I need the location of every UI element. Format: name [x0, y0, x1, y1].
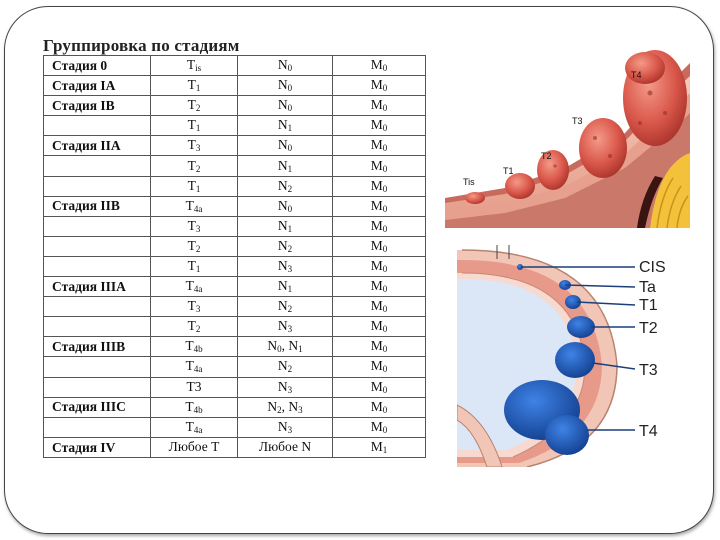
m-cell: $M_0$: [333, 417, 426, 437]
t-cell: $T_{4a}$: [151, 277, 238, 297]
n-cell: $N_1$: [238, 277, 333, 297]
t-cell: $T_2$: [151, 317, 238, 337]
t-cell: $T_3$: [151, 136, 238, 156]
table-row: [44, 176, 426, 196]
page-title: Группировка по стадиям: [43, 36, 240, 55]
m-cell: $M_0$: [333, 176, 426, 196]
table-row: [44, 437, 426, 457]
n-cell: $N_0$, $N_1$: [238, 337, 333, 357]
stage-cell: Стадия IIA: [44, 136, 151, 156]
m-cell: $M_0$: [333, 216, 426, 236]
stage-cell: [44, 377, 151, 397]
m-cell: $M_0$: [333, 136, 426, 156]
bladder-stage-illustration: [457, 245, 692, 467]
stage-cell: [44, 317, 151, 337]
table-row: [44, 337, 426, 357]
t-cell: $T_2$: [151, 156, 238, 176]
stage-cell: Стадия IIIC: [44, 397, 151, 417]
table-row: [44, 56, 426, 76]
m-cell: $M_0$: [333, 156, 426, 176]
m-cell: $M_0$: [333, 297, 426, 317]
m-cell: $M_0$: [333, 256, 426, 276]
t-cell: $T_{4a}$: [151, 417, 238, 437]
m-cell: $M_0$: [333, 377, 426, 397]
t-cell: $T_2$: [151, 96, 238, 116]
stage-cell: [44, 256, 151, 276]
m-cell: $M_0$: [333, 236, 426, 256]
m-cell: $M_0$: [333, 337, 426, 357]
label-t2b: T2: [639, 320, 658, 337]
n-cell: $N_3$: [238, 317, 333, 337]
t-cell: $T_1$: [151, 76, 238, 96]
stage-cell: [44, 297, 151, 317]
table-row: [44, 277, 426, 297]
stage-cell: Стадия 0: [44, 56, 151, 76]
stage-cell: Стадия IIIA: [44, 277, 151, 297]
label-tis: Tis: [463, 177, 475, 187]
table-row: [44, 236, 426, 256]
n-cell: $N_0$: [238, 76, 333, 96]
stage-cell: Стадия IV: [44, 437, 151, 457]
staging-table: [43, 55, 426, 458]
n-cell: $N_2$: [238, 236, 333, 256]
label-ta: Ta: [639, 279, 656, 296]
stage-cell: Стадия IA: [44, 76, 151, 96]
m-cell: $M_0$: [333, 196, 426, 216]
n-cell: $N_0$: [238, 96, 333, 116]
t-cell: $T_1$: [151, 256, 238, 276]
stage-cell: [44, 216, 151, 236]
tumor-t2b: [567, 316, 595, 338]
stage-cell: [44, 417, 151, 437]
stage-cell: [44, 156, 151, 176]
n-cell: $N_0$: [238, 196, 333, 216]
m-cell: $M_1$: [333, 437, 426, 457]
label-cis: CIS: [639, 259, 666, 276]
n-cell: $N_1$: [238, 116, 333, 136]
t-cell: T3: [151, 377, 238, 397]
tumor-t3: [579, 118, 627, 178]
m-cell: $M_0$: [333, 277, 426, 297]
stage-cell: [44, 176, 151, 196]
table-row: [44, 136, 426, 156]
t-cell: $T_{4b}$: [151, 397, 238, 417]
n-cell: $N_1$: [238, 156, 333, 176]
m-cell: $M_0$: [333, 76, 426, 96]
m-cell: $M_0$: [333, 96, 426, 116]
t-cell: $T_2$: [151, 236, 238, 256]
t-cell: $T_3$: [151, 216, 238, 236]
label-t3: T3: [572, 116, 583, 126]
n-cell: $N_2$: [238, 357, 333, 377]
table-row: [44, 156, 426, 176]
n-cell: $N_3$: [238, 256, 333, 276]
stage-cell: [44, 236, 151, 256]
table-row: [44, 417, 426, 437]
table-row: [44, 357, 426, 377]
m-cell: $M_0$: [333, 317, 426, 337]
stage-cell: Стадия IB: [44, 96, 151, 116]
n-cell: $N_0$: [238, 136, 333, 156]
table-row: [44, 297, 426, 317]
stage-cell: Стадия IIB: [44, 196, 151, 216]
stage-cell: Стадия IIIB: [44, 337, 151, 357]
table-row: [44, 96, 426, 116]
table-row: [44, 397, 426, 417]
table-row: [44, 256, 426, 276]
label-t1: T1: [503, 166, 514, 176]
tumor-depth-illustration: [445, 38, 690, 228]
n-cell: $N_3$: [238, 377, 333, 397]
t-cell: $T_3$: [151, 297, 238, 317]
t-cell: $T_1$: [151, 176, 238, 196]
t-cell: Любое T: [151, 437, 238, 457]
label-t4: T4: [631, 70, 642, 80]
m-cell: $M_0$: [333, 56, 426, 76]
label-t2: T2: [541, 151, 552, 161]
t-cell: $T_1$: [151, 116, 238, 136]
tumor-t3b: [555, 342, 595, 378]
table-row: [44, 116, 426, 136]
t-cell: $T_{is}$: [151, 56, 238, 76]
n-cell: $N_2$: [238, 297, 333, 317]
tumor-t1: [505, 173, 535, 199]
n-cell: Любое N: [238, 437, 333, 457]
n-cell: $N_1$: [238, 216, 333, 236]
m-cell: $M_0$: [333, 116, 426, 136]
table-row: [44, 76, 426, 96]
t-cell: $T_{4a}$: [151, 196, 238, 216]
stage-cell: [44, 357, 151, 377]
n-cell: $N_2$: [238, 176, 333, 196]
t-cell: $T_{4b}$: [151, 337, 238, 357]
label-t4b: T4: [639, 423, 658, 440]
stage-cell: [44, 116, 151, 136]
n-cell: $N_0$: [238, 56, 333, 76]
t-cell: $T_{4a}$: [151, 357, 238, 377]
table-row: [44, 377, 426, 397]
n-cell: $N_2$, $N_3$: [238, 397, 333, 417]
table-row: [44, 216, 426, 236]
m-cell: $M_0$: [333, 397, 426, 417]
label-t1b: T1: [639, 297, 658, 314]
table-row: [44, 196, 426, 216]
label-t3b: T3: [639, 362, 658, 379]
n-cell: $N_3$: [238, 417, 333, 437]
table-row: [44, 317, 426, 337]
tumor-tis: [465, 192, 485, 204]
m-cell: $M_0$: [333, 357, 426, 377]
